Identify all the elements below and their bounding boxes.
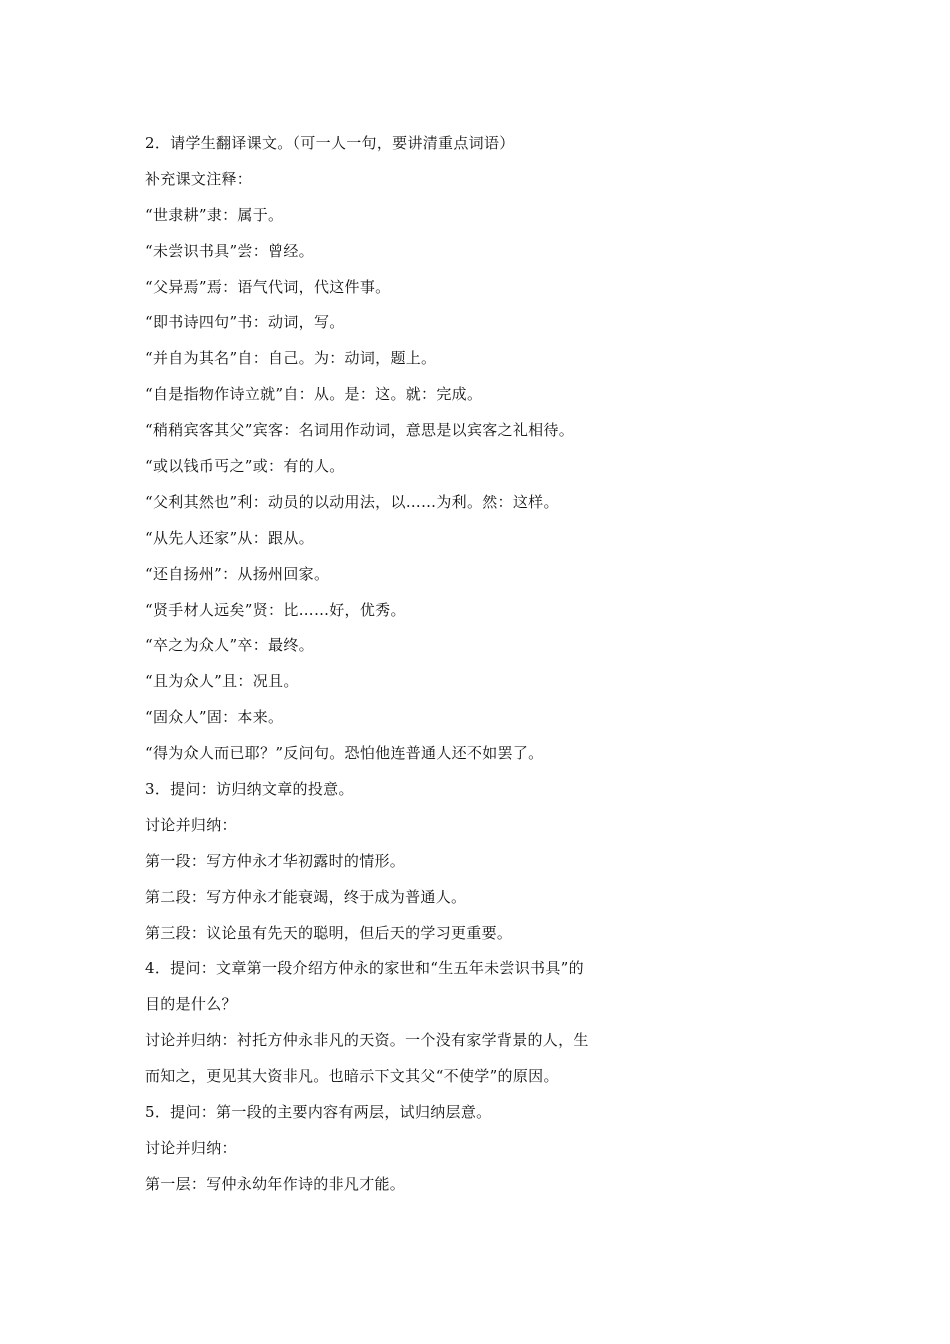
text-line: 目的是什么？	[145, 995, 237, 1014]
text-line: “自是指物作诗立就”自：从。是：这。就：完成。	[145, 385, 483, 404]
text-line: 3．提问：访归纳文章的投意。	[145, 780, 354, 799]
text-line: 第三段：议论虽有先天的聪明，但后天的学习更重要。	[145, 923, 513, 942]
text-line: “且为众人”且：况且。	[145, 672, 299, 691]
text-line: 讨论并归纳：	[145, 815, 237, 834]
text-line: “父异焉”焉：语气代词，代这件事。	[145, 277, 391, 296]
text-line: “固众人”固：本来。	[145, 708, 284, 727]
text-line: “即书诗四句”书：动词，写。	[145, 313, 345, 332]
text-line: “卒之为众人”卒：最终。	[145, 636, 314, 655]
text-line: “还自扬州”：从扬州回家。	[145, 564, 330, 583]
text-line: “从先人还家”从：跟从。	[145, 528, 314, 547]
text-line: “并自为其名”自：自己。为：动词，题上。	[145, 349, 437, 368]
text-line: “或以钱币丐之”或：有的人。	[145, 457, 345, 476]
text-line: 4．提问：文章第一段介绍方仲永的家世和“生五年未尝识书具”的	[145, 959, 584, 978]
text-line: 补充课文注释：	[145, 169, 253, 188]
text-line: “未尝识书具”尝：曾经。	[145, 241, 314, 260]
text-line: “世隶耕”隶：属于。	[145, 205, 284, 224]
document-body	[145, 126, 665, 1203]
text-line: 第二段：写方仲永才能衰竭，终于成为普通人。	[145, 887, 467, 906]
text-line: “稍稍宾客其父”宾客：名词用作动词，意思是以宾客之礼相待。	[145, 421, 575, 440]
text-line: 而知之，更见其大资非凡。也暗示下文其父“不使学”的原因。	[145, 1067, 559, 1086]
text-line: “贤手材人远矣”贤：比……好，优秀。	[145, 600, 406, 619]
text-line: 讨论并归纳：	[145, 1138, 237, 1157]
text-line: “得为众人而已耶？”反问句。恐怕他连普通人还不如罢了。	[145, 744, 544, 763]
text-line: 第一段：写方仲永才华初露时的情形。	[145, 851, 406, 870]
text-line: 第一层：写仲永幼年作诗的非凡才能。	[145, 1174, 406, 1193]
text-line: “父利其然也”利：动员的以动用法，以……为利。然：这样。	[145, 492, 559, 511]
text-line: 2．请学生翻译课文。（可一人一句，要讲清重点词语）	[145, 134, 515, 152]
text-line: 5．提问：第一段的主要内容有两层，试归纳层意。	[145, 1103, 492, 1122]
text-line: 讨论并归纳：衬托方仲永非凡的天资。一个没有家学背景的人，生	[145, 1031, 589, 1050]
